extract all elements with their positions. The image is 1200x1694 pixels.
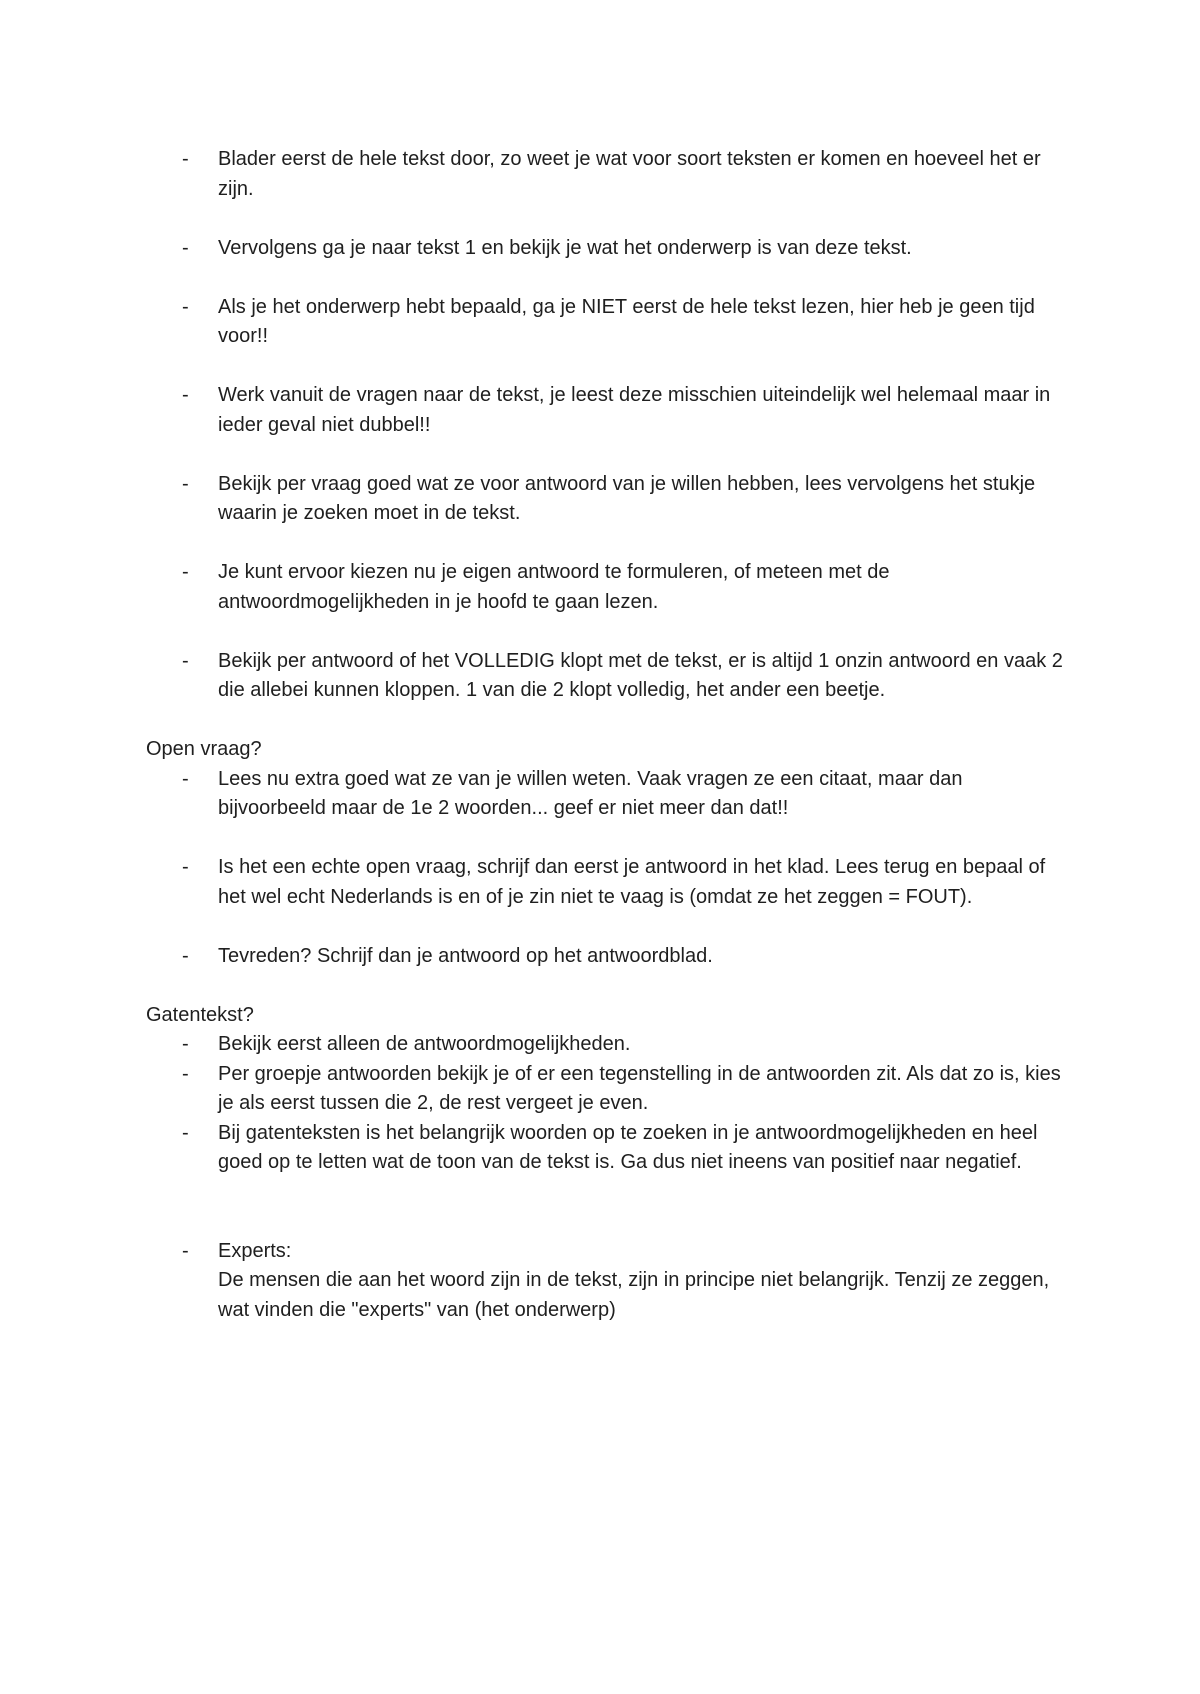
bullet-dash: -	[182, 649, 189, 672]
open-vraag-heading: Open vraag?	[146, 738, 262, 760]
intro-list	[146, 145, 1066, 706]
list-item	[146, 558, 1066, 617]
bullet-dash: -	[182, 148, 189, 170]
bullet-dash: -	[182, 236, 189, 259]
list-item	[146, 293, 1066, 352]
list-item	[146, 853, 1066, 912]
bullet-dash: -	[182, 561, 189, 583]
bullet-dash: -	[182, 1121, 189, 1144]
gatentekst-heading: Gatentekst?	[146, 1003, 254, 1026]
list-item	[146, 381, 1066, 440]
list-item-text: Werk vanuit de vragen naar de tekst, je leest deze misschien uiteindelijk wel helemaal maar in ieder geval niet dubbel!!	[218, 384, 1051, 436]
document-content	[146, 145, 1066, 1325]
list-item-text: Als je het onderwerp hebt bepaald, ga je NIET eerst de hele tekst lezen, hier heb je geen tijd voor!!	[218, 295, 1035, 347]
list-item-text: Bekijk eerst alleen de antwoordmogelijkheden.	[218, 1033, 631, 1055]
list-item-text: Per groepje antwoorden bekijk je of er een tegenstelling in de antwoorden zit. Als dat zo is, kies je als eerst tussen die 2, de rest vergeet je even.	[218, 1062, 1061, 1114]
list-item	[146, 470, 1066, 529]
list-item-text: Bij gatenteksten is het belangrijk woorden op te zoeken in je antwoordmogelijkheden en heel goed op te letten wat de toon van de tekst is. Ga dus niet ineens van positief naar negatief.	[218, 1121, 1038, 1173]
list-item-text: Lees nu extra goed wat ze van je willen weten. Vaak vragen ze een citaat, maar dan bijvoorbeeld maar de 1e 2 woorden... geef er niet meer dan dat!!	[218, 767, 963, 819]
list-item	[146, 765, 1066, 824]
list-item-text: Is het een echte open vraag, schrijf dan eerst je antwoord in het klad. Lees terug en bepaal of het wel echt Nederlands is en of je zin niet te vaag is (omdat ze het zeggen = FOUT).	[218, 856, 1046, 908]
experts-title: Experts:	[218, 1239, 292, 1262]
bullet-dash: -	[182, 295, 189, 318]
list-item	[146, 145, 1066, 204]
list-item-text: Bekijk per antwoord of het VOLLEDIG klopt met de tekst, er is altijd 1 onzin antwoord en vaak 2 die allebei kunnen kloppen. 1 van die 2 klopt volledig, het ander een beetje.	[218, 649, 1063, 701]
open-vraag-list	[146, 765, 1066, 972]
list-item	[146, 647, 1066, 706]
list-item-text: Je kunt ervoor kiezen nu je eigen antwoord te formuleren, of meteen met de antwoordmogelijkheden in je hoofd te gaan lezen.	[218, 561, 890, 613]
bullet-dash: -	[182, 1062, 189, 1085]
list-item	[146, 1060, 1066, 1119]
bullet-dash: -	[182, 472, 189, 495]
bullet-dash: -	[182, 856, 189, 878]
bullet-dash: -	[182, 1239, 189, 1262]
list-item-text: Bekijk per vraag goed wat ze voor antwoord van je willen hebben, lees vervolgens het stukje waarin je zoeken moet in de tekst.	[218, 472, 1036, 524]
experts-list	[146, 1237, 1066, 1326]
gatentekst-list	[146, 1030, 1066, 1178]
list-item	[146, 1030, 1066, 1060]
bullet-dash: -	[182, 1033, 189, 1055]
bullet-dash: -	[182, 384, 189, 406]
bullet-dash: -	[182, 767, 189, 790]
list-item	[146, 1119, 1066, 1178]
list-item	[146, 942, 1066, 972]
list-item	[146, 1237, 1066, 1326]
list-item	[146, 234, 1066, 264]
list-item-text: Blader eerst de hele tekst door, zo weet je wat voor soort teksten er komen en hoeveel het er zijn.	[218, 148, 1041, 200]
spacer	[146, 1178, 1066, 1237]
experts-body: De mensen die aan het woord zijn in de tekst, zijn in principe niet belangrijk. Tenzij ze zeggen, wat vinden die "experts" van (het onderwerp)	[218, 1269, 1050, 1321]
list-item-text: Vervolgens ga je naar tekst 1 en bekijk je wat het onderwerp is van deze tekst.	[218, 236, 912, 259]
bullet-dash: -	[182, 944, 189, 967]
list-item-text: Tevreden? Schrijf dan je antwoord op het antwoordblad.	[218, 944, 713, 967]
